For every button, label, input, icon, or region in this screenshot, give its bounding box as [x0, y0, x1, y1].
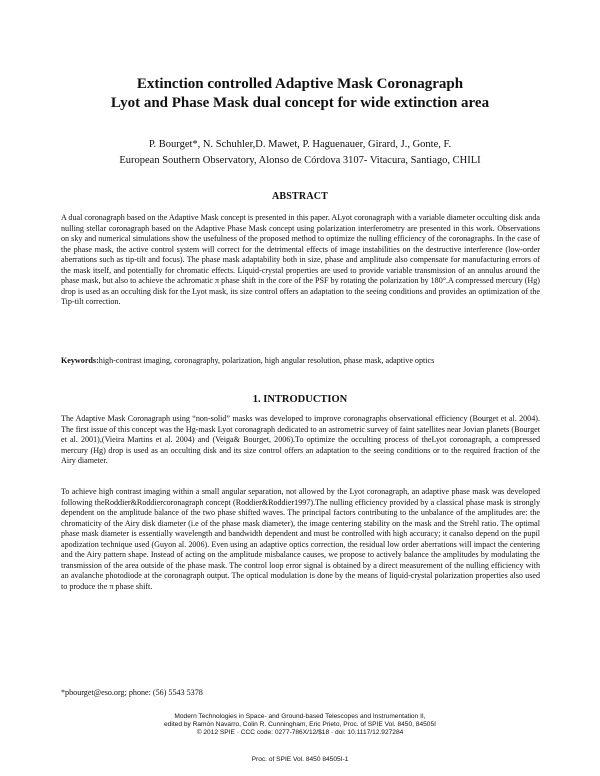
proceedings-page-footer: Proc. of SPIE Vol. 8450 84505I-1 [251, 756, 349, 763]
introduction-heading: 1. INTRODUCTION [252, 394, 348, 405]
paper-title-line-2: Lyot and Phase Mask dual concept for wide extinction area [110, 95, 490, 111]
author-affiliation: European Southern Observatory, Alonso de Córdova 3107- Vitacura, Santiago, CHILI [119, 155, 481, 166]
paper-title-line-1: Extinction controlled Adaptive Mask Coronagraph [136, 76, 464, 92]
conference-line-3: © 2012 SPIE · CCC code: 0277-786X/12/$18 · doi: 10.1117/12.927284 [196, 729, 404, 736]
author-list: P. Bourget*, N. Schuhler,D. Mawet, P. Haguenauer, Girard, J., Gonte, F. [148, 139, 452, 150]
abstract-text: A dual coronagraph based on the Adaptive Mask concept is presented in this paper. ALyot coronagraph with a variable diameter occulting disk anda nulling stellar coronagraph based on the Adaptive Phase Mask concept using polarization interferometry are presented in this work. Observations on sky and numerical simulations show the usefulness of the proposed method to optimize the nulling efficiency of the coronagraphs. In the case of the phase mask, the active control system will correct for the detrimental effects of image instabilities on the destructive interference (low-order aberrations such as tip-tilt and focus). The phase mask adaptability both in size, phase and amplitude also compensate for manufacturing errors of the mask itself, and potentially for chromatic effects. Liquid-crystal properties are used to provide variable transmission of an annulus around the phase mask, but also to achieve the achromatic π phase shift in the core of the PSF by rotating the polarization by 180°.A compressed mercury (Hg) drop is used as an occulting disk for the Lyot mask, its size control offers an adaptation to the seeing conditions and provides an optimization of the Tip-tilt correction. [61, 213, 540, 306]
conference-line-2: edited by Ramón Navarro, Colin R. Cunningham, Eric Prieto, Proc. of SPIE Vol. 8450, 84505I [164, 721, 436, 728]
conference-line-1: Modern Technologies in Space- and Ground-based Telescopes and Instrumentation II, [174, 713, 426, 720]
keywords-label: Keywords: [61, 356, 99, 365]
keywords-text: high-contrast imaging, coronagraphy, polarization, high angular resolution, phase mask, adaptive optics [98, 356, 435, 365]
introduction-paragraph-2: To achieve high contrast imaging within a small angular separation, not allowed by the Lyot coronagraph, an adaptive phase mask was developed following theRoddier&Roddiercoronagraph concept (Roddier&Roddier1997).The nulling efficiency provided by a classical phase mask is strongly dependent on the amplitude balance of the two phase shifted waves. The principal factors contributing to the unbalance of the amplitudes are: the chromaticity of the Airy disk diameter (i.e of the phase mask diameter), the image centering stability on the mask and the Strehl ratio. The optimal phase mask diameter is essentially wavelength and bandwidth dependent and must be controlled with high accuracy; it canalso depend on the pupil apodization technique used (Guyon al. 2006). Even using an adaptive optics correction, the residual low order aberrations will impact the centering and the Airy pattern shape. Instead of acting on the amplitude misbalance causes, we propose to actively balance the amplitudes by modulating the transmission of the area outside of the phase mask. The control loop error signal is obtained by a direct measurement of the nulling efficiency with an avalanche photodiode at the coronagraph output. The optical modulation is done by the means of liquid-crystal polarization properties also used to produce the π phase shift. [61, 487, 540, 591]
keywords-line [61, 356, 540, 367]
abstract-heading: ABSTRACT [271, 191, 329, 202]
introduction-paragraph-1: The Adaptive Mask Coronagraph using “non-solid” masks was developed to improve coronagraphs observational efficiency (Bourget et al. 2004). The first issue of this concept was the Hg-mask Lyot coronagraph dedicated to an astrometric survey of faint satellites near Jovian planets (Bourget et al. 2001),(Vieira Martins et al. 2004) and (Veiga& Bourget, 2006).To optimize the occulting process of theLyot coronagraph, a compressed mercury (Hg) drop is used as an occulting disk and its size control offers an adaptation to the seeing conditions or to the required fraction of the Airy diameter. [61, 414, 540, 465]
author-contact-footnote: *pbourget@eso.org; phone: (56) 5543 5378 [61, 688, 203, 697]
